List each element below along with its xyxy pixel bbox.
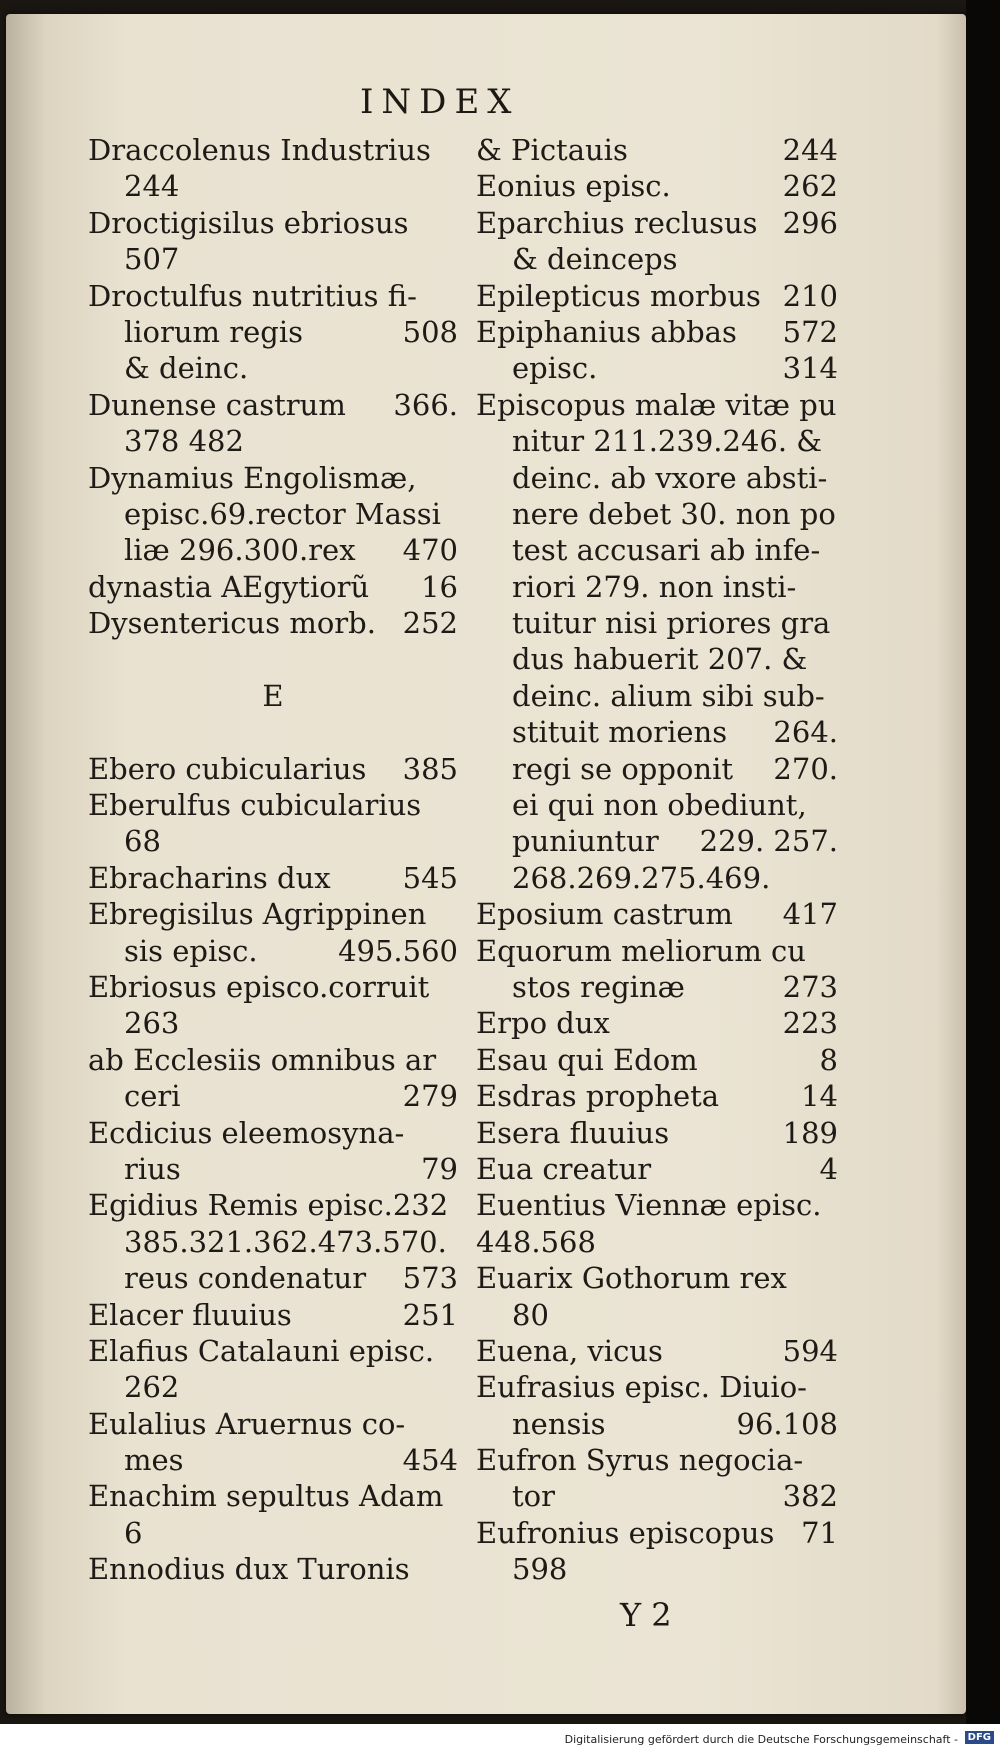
index-entry <box>88 1551 458 1587</box>
entry-page-ref: 572 <box>782 314 838 349</box>
index-entry <box>476 1369 838 1405</box>
index-entry <box>476 496 838 532</box>
entry-term: Erpo dux <box>476 1006 610 1041</box>
entry-term: reus condenatur <box>124 1261 367 1296</box>
entry-term: Eufron Syrus negocia- <box>476 1443 804 1478</box>
entry-term: 80 <box>512 1297 549 1332</box>
entry-term: 262 <box>124 1370 180 1405</box>
section-letter: E <box>262 678 284 713</box>
entry-page-ref: 244 <box>782 133 838 167</box>
entry-term: Egidius Remis episc.232 <box>88 1188 449 1223</box>
index-entry <box>476 1151 838 1187</box>
entry-term: mes <box>124 1443 184 1478</box>
entry-page-ref: 454 <box>402 1443 458 1478</box>
index-entry <box>476 1333 838 1369</box>
entry-term: Esera fluuius <box>476 1115 670 1150</box>
entry-term: Eonius episc. <box>476 169 671 204</box>
entry-page-ref: 385 <box>402 751 458 786</box>
index-entry <box>476 1115 838 1151</box>
index-entry <box>88 1005 458 1041</box>
index-entry <box>476 460 838 496</box>
entry-term: Ebriosus episco.corruit <box>88 969 430 1004</box>
index-column-right <box>476 132 838 1588</box>
entry-term: & deinc. <box>124 351 249 386</box>
entry-page-ref: 96.108 <box>736 1406 838 1441</box>
index-entry <box>88 678 458 714</box>
index-entry <box>88 423 458 459</box>
entry-page-ref: 545 <box>402 860 458 895</box>
entry-page-ref: 79 <box>421 1151 458 1186</box>
entry-term: Draccolenus Industrius <box>88 133 431 167</box>
index-entry <box>88 1406 458 1442</box>
entry-term: 448.568 <box>476 1224 596 1259</box>
entry-term: Eua creatur <box>476 1151 652 1186</box>
index-entry <box>88 1187 458 1223</box>
index-entry <box>88 314 458 350</box>
index-entry <box>476 641 838 677</box>
entry-page-ref: 495.560 <box>338 933 458 968</box>
index-entry <box>476 532 838 568</box>
entry-page-ref: 264. <box>773 715 838 750</box>
entry-term: Ennodius dux Turonis <box>88 1552 410 1587</box>
entry-term: Dysentericus morb. <box>88 606 376 641</box>
index-entry <box>476 205 838 241</box>
index-entry <box>88 278 458 314</box>
index-entry <box>88 605 458 641</box>
entry-term: nensis <box>512 1406 606 1441</box>
index-entry <box>476 860 838 896</box>
entry-term: Episcopus malæ vitæ pu <box>476 387 837 422</box>
entry-page-ref: 273 <box>782 969 838 1004</box>
entry-page-ref: 296 <box>782 205 838 240</box>
entry-page-ref: 314 <box>782 351 838 386</box>
entry-page-ref: 14 <box>801 1079 838 1114</box>
index-entry <box>88 1333 458 1369</box>
entry-term: 268.269.275.469. <box>512 860 771 895</box>
index-entry <box>476 1478 838 1514</box>
entry-term: episc.69.rector Massi <box>124 496 441 531</box>
index-entry <box>476 168 838 204</box>
index-entry <box>88 641 458 677</box>
entry-term: Esau qui Edom <box>476 1042 698 1077</box>
entry-term: Ecdicius eleemosyna- <box>88 1115 405 1150</box>
entry-term: 598 <box>512 1552 568 1587</box>
entry-page-ref: 594 <box>782 1333 838 1368</box>
index-entry <box>88 1260 458 1296</box>
entry-term: Euarix Gothorum rex <box>476 1261 787 1296</box>
entry-page-ref: 508 <box>402 314 458 349</box>
entry-page-ref: 71 <box>801 1515 838 1550</box>
index-entry <box>476 787 838 823</box>
entry-page-ref: 279 <box>402 1079 458 1114</box>
entry-page-ref: 573 <box>402 1261 458 1296</box>
index-entry <box>476 1187 838 1223</box>
index-entry <box>88 1115 458 1151</box>
index-entry <box>88 1515 458 1551</box>
entry-page-ref: 417 <box>782 897 838 932</box>
index-entry <box>88 205 458 241</box>
index-entry <box>88 896 458 932</box>
entry-term: Droctigisilus ebriosus <box>88 205 409 240</box>
index-entry <box>476 605 838 641</box>
index-entry <box>476 714 838 750</box>
entry-term: 263 <box>124 1006 180 1041</box>
entry-term: Ebero cubicularius <box>88 751 367 786</box>
dfg-logo: DFG <box>965 1731 994 1744</box>
entry-page-ref: 16 <box>421 569 458 604</box>
index-entry <box>88 860 458 896</box>
index-entry <box>476 933 838 969</box>
entry-term: ab Ecclesiis omnibus ar <box>88 1042 437 1077</box>
entry-term: 244 <box>124 169 180 204</box>
entry-term: puniuntur <box>512 824 659 859</box>
index-entry <box>88 496 458 532</box>
entry-term: 378 482 <box>124 424 244 459</box>
index-entry <box>476 823 838 859</box>
entry-page-ref: 470 <box>402 533 458 568</box>
entry-page-ref: 223 <box>782 1006 838 1041</box>
entry-term: Esdras propheta <box>476 1079 720 1114</box>
entry-term: stos reginæ <box>512 969 685 1004</box>
entry-page-ref: 4 <box>819 1151 838 1186</box>
index-entry <box>476 678 838 714</box>
index-entry <box>88 168 458 204</box>
entry-page-ref: 252 <box>402 606 458 641</box>
entry-page-ref: 251 <box>402 1297 458 1332</box>
entry-page-ref: 382 <box>782 1479 838 1514</box>
index-entry <box>476 278 838 314</box>
index-entry <box>476 132 838 168</box>
entry-term: Ebracharins dux <box>88 860 331 895</box>
entry-term: & deinceps <box>512 242 678 277</box>
index-entry <box>88 1078 458 1114</box>
entry-page-ref: 189 <box>782 1115 838 1150</box>
entry-term: Ebregisilus Agrippinen <box>88 897 427 932</box>
page-header: INDEX <box>360 82 520 122</box>
entry-term: Dynamius Engolismæ, <box>88 460 417 495</box>
entry-page-ref: 229. 257. <box>699 824 838 859</box>
index-entry <box>476 1042 838 1078</box>
entry-term: 68 <box>124 824 161 859</box>
index-entry <box>476 1406 838 1442</box>
entry-page-ref: 366. <box>393 387 458 422</box>
index-entry <box>88 532 458 568</box>
entry-term: Droctulfus nutritius fi- <box>88 278 417 313</box>
index-entry <box>88 933 458 969</box>
index-entry <box>88 241 458 277</box>
index-entry <box>476 896 838 932</box>
index-entry <box>88 1297 458 1333</box>
index-entry <box>476 350 838 386</box>
entry-term: liorum regis <box>124 314 304 349</box>
index-entry <box>476 1297 838 1333</box>
entry-term: Enachim sepultus Adam <box>88 1479 444 1514</box>
entry-term: dynastia AEgytiorũ <box>88 569 370 604</box>
entry-term: liæ 296.300.rex <box>124 533 356 568</box>
index-entry <box>88 460 458 496</box>
entry-term: riori 279. non insti- <box>512 569 797 604</box>
index-entry <box>88 1478 458 1514</box>
entry-page-ref: 262 <box>782 169 838 204</box>
index-entry <box>88 823 458 859</box>
entry-term: Dunense castrum <box>88 387 346 422</box>
entry-term: Eberulfus cubicularius <box>88 788 422 823</box>
index-entry <box>476 569 838 605</box>
index-entry <box>476 1005 838 1041</box>
entry-term: deinc. alium sibi sub- <box>512 678 825 713</box>
index-entry <box>476 1442 838 1478</box>
index-entry <box>476 1515 838 1551</box>
entry-term: & Pictauis <box>476 133 628 167</box>
index-entry <box>476 241 838 277</box>
index-entry <box>476 969 838 1005</box>
entry-page-ref: 8 <box>819 1042 838 1077</box>
entry-term: deinc. ab vxore absti- <box>512 460 828 495</box>
entry-term: ceri <box>124 1079 181 1114</box>
index-entry <box>88 751 458 787</box>
entry-term: 385.321.362.473.570. <box>124 1224 447 1259</box>
entry-term: dus habuerit 207. & <box>512 642 808 677</box>
entry-term: 507 <box>124 242 180 277</box>
entry-term: tuitur nisi priores gra <box>512 606 831 641</box>
entry-term: Euentius Viennæ episc. <box>476 1188 822 1223</box>
index-entry <box>88 1224 458 1260</box>
index-entry <box>476 1224 838 1260</box>
scan-border <box>966 0 1000 1752</box>
entry-term: Epiphanius abbas <box>476 314 737 349</box>
index-entry <box>88 569 458 605</box>
entry-term: Eulalius Aruernus co- <box>88 1406 406 1441</box>
index-entry <box>476 423 838 459</box>
entry-term: nere debet 30. non po <box>512 496 836 531</box>
index-entry <box>88 714 458 750</box>
entry-term: stituit moriens <box>512 715 728 750</box>
entry-term: Eufrasius episc. Diuio- <box>476 1370 807 1405</box>
entry-term: sis episc. <box>124 933 258 968</box>
index-entry <box>88 787 458 823</box>
index-entry <box>88 1369 458 1405</box>
index-entry <box>88 387 458 423</box>
entry-term: Eparchius reclusus <box>476 205 758 240</box>
entry-term: ei qui non obediunt, <box>512 788 807 823</box>
entry-term: Elafius Catalauni episc. <box>88 1333 435 1368</box>
entry-page-ref: 210 <box>782 278 838 313</box>
index-entry <box>88 1442 458 1478</box>
signature-mark: Y 2 <box>620 1596 672 1634</box>
index-entry <box>476 314 838 350</box>
entry-term: Equorum meliorum cu <box>476 933 806 968</box>
entry-term: Eufronius episcopus <box>476 1515 775 1550</box>
index-entry <box>476 1078 838 1114</box>
entry-term: Eposium castrum <box>476 897 733 932</box>
entry-term: 6 <box>124 1515 143 1550</box>
entry-term: Elacer fluuius <box>88 1297 292 1332</box>
entry-term: Epilepticus morbus <box>476 278 761 313</box>
index-entry <box>88 1151 458 1187</box>
index-entry <box>88 1042 458 1078</box>
entry-term: regi se opponit <box>512 751 733 786</box>
entry-term: rius <box>124 1151 181 1186</box>
index-entry <box>476 387 838 423</box>
footer-credit: Digitalisierung gefördert durch die Deutsche Forschungsgemeinschaft - <box>564 1733 958 1746</box>
entry-page-ref: 270. <box>773 751 838 786</box>
index-entry <box>88 132 458 168</box>
index-entry <box>476 1551 838 1587</box>
entry-term: Euena, vicus <box>476 1333 663 1368</box>
index-entry <box>88 350 458 386</box>
index-entry <box>476 1260 838 1296</box>
entry-term: test accusari ab infe- <box>512 533 821 568</box>
entry-term: tor <box>512 1479 555 1514</box>
index-entry <box>476 751 838 787</box>
index-column-left <box>88 132 458 1588</box>
index-entry <box>88 969 458 1005</box>
entry-term: episc. <box>512 351 598 386</box>
entry-term: nitur 211.239.246. & <box>512 424 823 459</box>
